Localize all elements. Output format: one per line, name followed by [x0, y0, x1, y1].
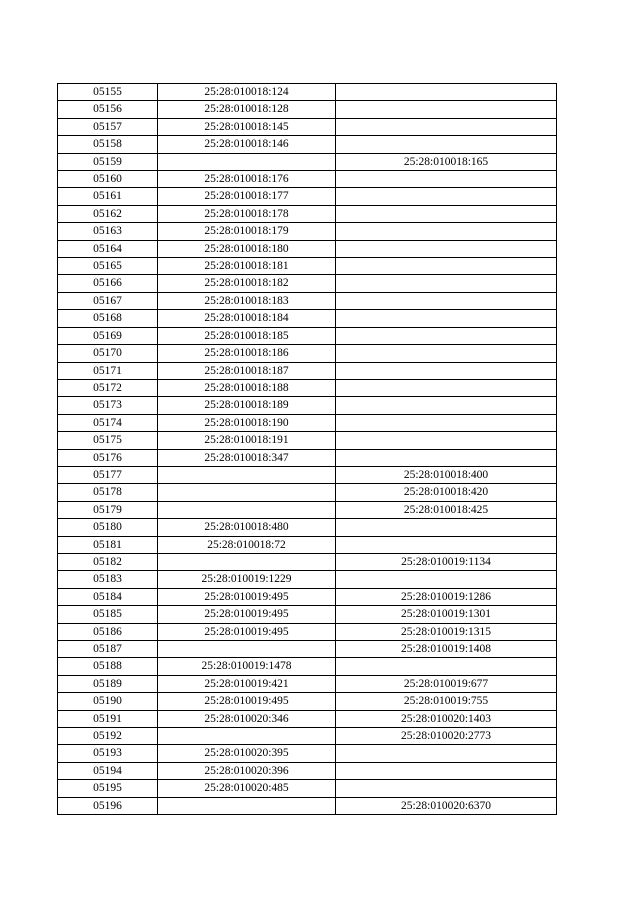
related-cadastral-number-cell: 25:28:010018:425 — [336, 501, 557, 518]
related-cadastral-number-cell: 25:28:010019:1301 — [336, 606, 557, 623]
related-cadastral-number-cell — [336, 101, 557, 118]
cadastral-number-cell — [158, 641, 336, 658]
cadastral-number-cell — [158, 797, 336, 814]
related-cadastral-number-cell — [336, 571, 557, 588]
related-cadastral-number-cell: 25:28:010018:165 — [336, 153, 557, 170]
related-cadastral-number-cell: 25:28:010020:6370 — [336, 797, 557, 814]
row-number-cell: 05185 — [58, 606, 158, 623]
row-number-cell: 05174 — [58, 414, 158, 431]
table-row — [58, 693, 557, 710]
row-number-cell: 05178 — [58, 484, 158, 501]
row-number-cell: 05194 — [58, 762, 158, 779]
table-body — [58, 84, 557, 815]
cadastral-number-cell — [158, 728, 336, 745]
related-cadastral-number-cell — [336, 414, 557, 431]
table-row — [58, 223, 557, 240]
related-cadastral-number-cell: 25:28:010018:420 — [336, 484, 557, 501]
cadastral-number-cell: 25:28:010018:185 — [158, 327, 336, 344]
cadastral-number-cell — [158, 484, 336, 501]
related-cadastral-number-cell — [336, 362, 557, 379]
related-cadastral-number-cell — [336, 188, 557, 205]
table-row — [58, 571, 557, 588]
cadastral-number-cell — [158, 553, 336, 570]
related-cadastral-number-cell: 25:28:010018:400 — [336, 466, 557, 483]
table-row — [58, 292, 557, 309]
row-number-cell: 05170 — [58, 345, 158, 362]
table-row — [58, 327, 557, 344]
row-number-cell: 05180 — [58, 519, 158, 536]
table-row — [58, 710, 557, 727]
related-cadastral-number-cell — [336, 762, 557, 779]
table-row — [58, 658, 557, 675]
cadastral-number-cell: 25:28:010018:347 — [158, 449, 336, 466]
cadastral-number-cell: 25:28:010018:177 — [158, 188, 336, 205]
cadastral-number-cell: 25:28:010018:146 — [158, 136, 336, 153]
related-cadastral-number-cell — [336, 658, 557, 675]
table-row — [58, 118, 557, 135]
row-number-cell: 05179 — [58, 501, 158, 518]
row-number-cell: 05160 — [58, 171, 158, 188]
cadastral-number-cell: 25:28:010018:187 — [158, 362, 336, 379]
table-row — [58, 205, 557, 222]
table-row — [58, 797, 557, 814]
related-cadastral-number-cell — [336, 84, 557, 101]
cadastral-number-cell: 25:28:010018:191 — [158, 432, 336, 449]
table-row — [58, 397, 557, 414]
related-cadastral-number-cell: 25:28:010019:1408 — [336, 641, 557, 658]
cadastral-number-cell: 25:28:010018:178 — [158, 205, 336, 222]
related-cadastral-number-cell: 25:28:010019:755 — [336, 693, 557, 710]
cadastral-number-cell: 25:28:010018:124 — [158, 84, 336, 101]
row-number-cell: 05186 — [58, 623, 158, 640]
cadastral-number-cell: 25:28:010018:72 — [158, 536, 336, 553]
related-cadastral-number-cell — [336, 432, 557, 449]
cadastral-number-cell: 25:28:010020:485 — [158, 780, 336, 797]
table-row — [58, 641, 557, 658]
table-row — [58, 275, 557, 292]
row-number-cell: 05191 — [58, 710, 158, 727]
cadastral-number-cell: 25:28:010020:346 — [158, 710, 336, 727]
row-number-cell: 05164 — [58, 240, 158, 257]
row-number-cell: 05168 — [58, 310, 158, 327]
cadastral-number-cell: 25:28:010018:180 — [158, 240, 336, 257]
related-cadastral-number-cell — [336, 327, 557, 344]
related-cadastral-number-cell — [336, 292, 557, 309]
related-cadastral-number-cell — [336, 397, 557, 414]
table-row — [58, 588, 557, 605]
cadastral-number-cell: 25:28:010018:128 — [158, 101, 336, 118]
cadastral-number-cell: 25:28:010018:183 — [158, 292, 336, 309]
row-number-cell: 05166 — [58, 275, 158, 292]
table-row — [58, 101, 557, 118]
row-number-cell: 05184 — [58, 588, 158, 605]
related-cadastral-number-cell — [336, 780, 557, 797]
table-row — [58, 84, 557, 101]
related-cadastral-number-cell — [336, 171, 557, 188]
related-cadastral-number-cell: 25:28:010019:1315 — [336, 623, 557, 640]
row-number-cell: 05175 — [58, 432, 158, 449]
row-number-cell: 05163 — [58, 223, 158, 240]
related-cadastral-number-cell: 25:28:010020:2773 — [336, 728, 557, 745]
cadastral-number-cell: 25:28:010019:1229 — [158, 571, 336, 588]
row-number-cell: 05169 — [58, 327, 158, 344]
row-number-cell: 05193 — [58, 745, 158, 762]
table-row — [58, 379, 557, 396]
row-number-cell: 05188 — [58, 658, 158, 675]
table-row — [58, 466, 557, 483]
table-row — [58, 553, 557, 570]
table-row — [58, 345, 557, 362]
related-cadastral-number-cell — [336, 519, 557, 536]
cadastral-number-cell: 25:28:010019:495 — [158, 623, 336, 640]
row-number-cell: 05181 — [58, 536, 158, 553]
row-number-cell: 05172 — [58, 379, 158, 396]
cadastral-number-cell: 25:28:010018:176 — [158, 171, 336, 188]
table-row — [58, 745, 557, 762]
related-cadastral-number-cell: 25:28:010019:1134 — [336, 553, 557, 570]
table-row — [58, 362, 557, 379]
cadastral-number-cell: 25:28:010018:182 — [158, 275, 336, 292]
cadastral-number-cell: 25:28:010019:495 — [158, 693, 336, 710]
cadastral-number-cell: 25:28:010018:189 — [158, 397, 336, 414]
table-row — [58, 432, 557, 449]
cadastral-number-cell: 25:28:010018:188 — [158, 379, 336, 396]
table-row — [58, 153, 557, 170]
row-number-cell: 05165 — [58, 258, 158, 275]
table-row — [58, 623, 557, 640]
row-number-cell: 05158 — [58, 136, 158, 153]
cadastral-number-cell: 25:28:010018:480 — [158, 519, 336, 536]
table-row — [58, 728, 557, 745]
related-cadastral-number-cell — [336, 745, 557, 762]
table-row — [58, 675, 557, 692]
row-number-cell: 05190 — [58, 693, 158, 710]
row-number-cell: 05195 — [58, 780, 158, 797]
cadastral-number-cell: 25:28:010020:395 — [158, 745, 336, 762]
table-row — [58, 762, 557, 779]
table-row — [58, 501, 557, 518]
row-number-cell: 05196 — [58, 797, 158, 814]
table-row — [58, 780, 557, 797]
cadastral-number-cell: 25:28:010018:186 — [158, 345, 336, 362]
cadastral-number-cell: 25:28:010019:495 — [158, 606, 336, 623]
related-cadastral-number-cell — [336, 275, 557, 292]
related-cadastral-number-cell: 25:28:010019:677 — [336, 675, 557, 692]
row-number-cell: 05176 — [58, 449, 158, 466]
row-number-cell: 05159 — [58, 153, 158, 170]
cadastral-number-cell — [158, 153, 336, 170]
row-number-cell: 05171 — [58, 362, 158, 379]
related-cadastral-number-cell: 25:28:010019:1286 — [336, 588, 557, 605]
table-row — [58, 519, 557, 536]
cadastral-number-cell: 25:28:010018:145 — [158, 118, 336, 135]
table-row — [58, 136, 557, 153]
table-row — [58, 258, 557, 275]
cadastral-number-cell: 25:28:010018:190 — [158, 414, 336, 431]
table-row — [58, 449, 557, 466]
related-cadastral-number-cell — [336, 258, 557, 275]
row-number-cell: 05183 — [58, 571, 158, 588]
cadastral-number-cell: 25:28:010018:184 — [158, 310, 336, 327]
related-cadastral-number-cell — [336, 118, 557, 135]
related-cadastral-number-cell — [336, 240, 557, 257]
table-row — [58, 188, 557, 205]
row-number-cell: 05189 — [58, 675, 158, 692]
cadastral-number-cell — [158, 466, 336, 483]
row-number-cell: 05177 — [58, 466, 158, 483]
related-cadastral-number-cell — [336, 310, 557, 327]
row-number-cell: 05187 — [58, 641, 158, 658]
related-cadastral-number-cell — [336, 536, 557, 553]
table-row — [58, 171, 557, 188]
cadastral-number-cell: 25:28:010019:495 — [158, 588, 336, 605]
row-number-cell: 05192 — [58, 728, 158, 745]
cadastral-number-table — [57, 83, 557, 815]
table-row — [58, 310, 557, 327]
row-number-cell: 05155 — [58, 84, 158, 101]
cadastral-number-cell: 25:28:010018:179 — [158, 223, 336, 240]
cadastral-number-cell: 25:28:010019:421 — [158, 675, 336, 692]
row-number-cell: 05156 — [58, 101, 158, 118]
row-number-cell: 05157 — [58, 118, 158, 135]
related-cadastral-number-cell — [336, 449, 557, 466]
table-row — [58, 484, 557, 501]
row-number-cell: 05173 — [58, 397, 158, 414]
table-row — [58, 240, 557, 257]
row-number-cell: 05167 — [58, 292, 158, 309]
related-cadastral-number-cell — [336, 136, 557, 153]
related-cadastral-number-cell — [336, 205, 557, 222]
table-row — [58, 606, 557, 623]
row-number-cell: 05162 — [58, 205, 158, 222]
row-number-cell: 05182 — [58, 553, 158, 570]
table-row — [58, 536, 557, 553]
cadastral-number-cell: 25:28:010020:396 — [158, 762, 336, 779]
table-row — [58, 414, 557, 431]
cadastral-number-cell: 25:28:010019:1478 — [158, 658, 336, 675]
cadastral-number-cell — [158, 501, 336, 518]
related-cadastral-number-cell — [336, 379, 557, 396]
cadastral-number-cell: 25:28:010018:181 — [158, 258, 336, 275]
row-number-cell: 05161 — [58, 188, 158, 205]
related-cadastral-number-cell: 25:28:010020:1403 — [336, 710, 557, 727]
related-cadastral-number-cell — [336, 345, 557, 362]
related-cadastral-number-cell — [336, 223, 557, 240]
